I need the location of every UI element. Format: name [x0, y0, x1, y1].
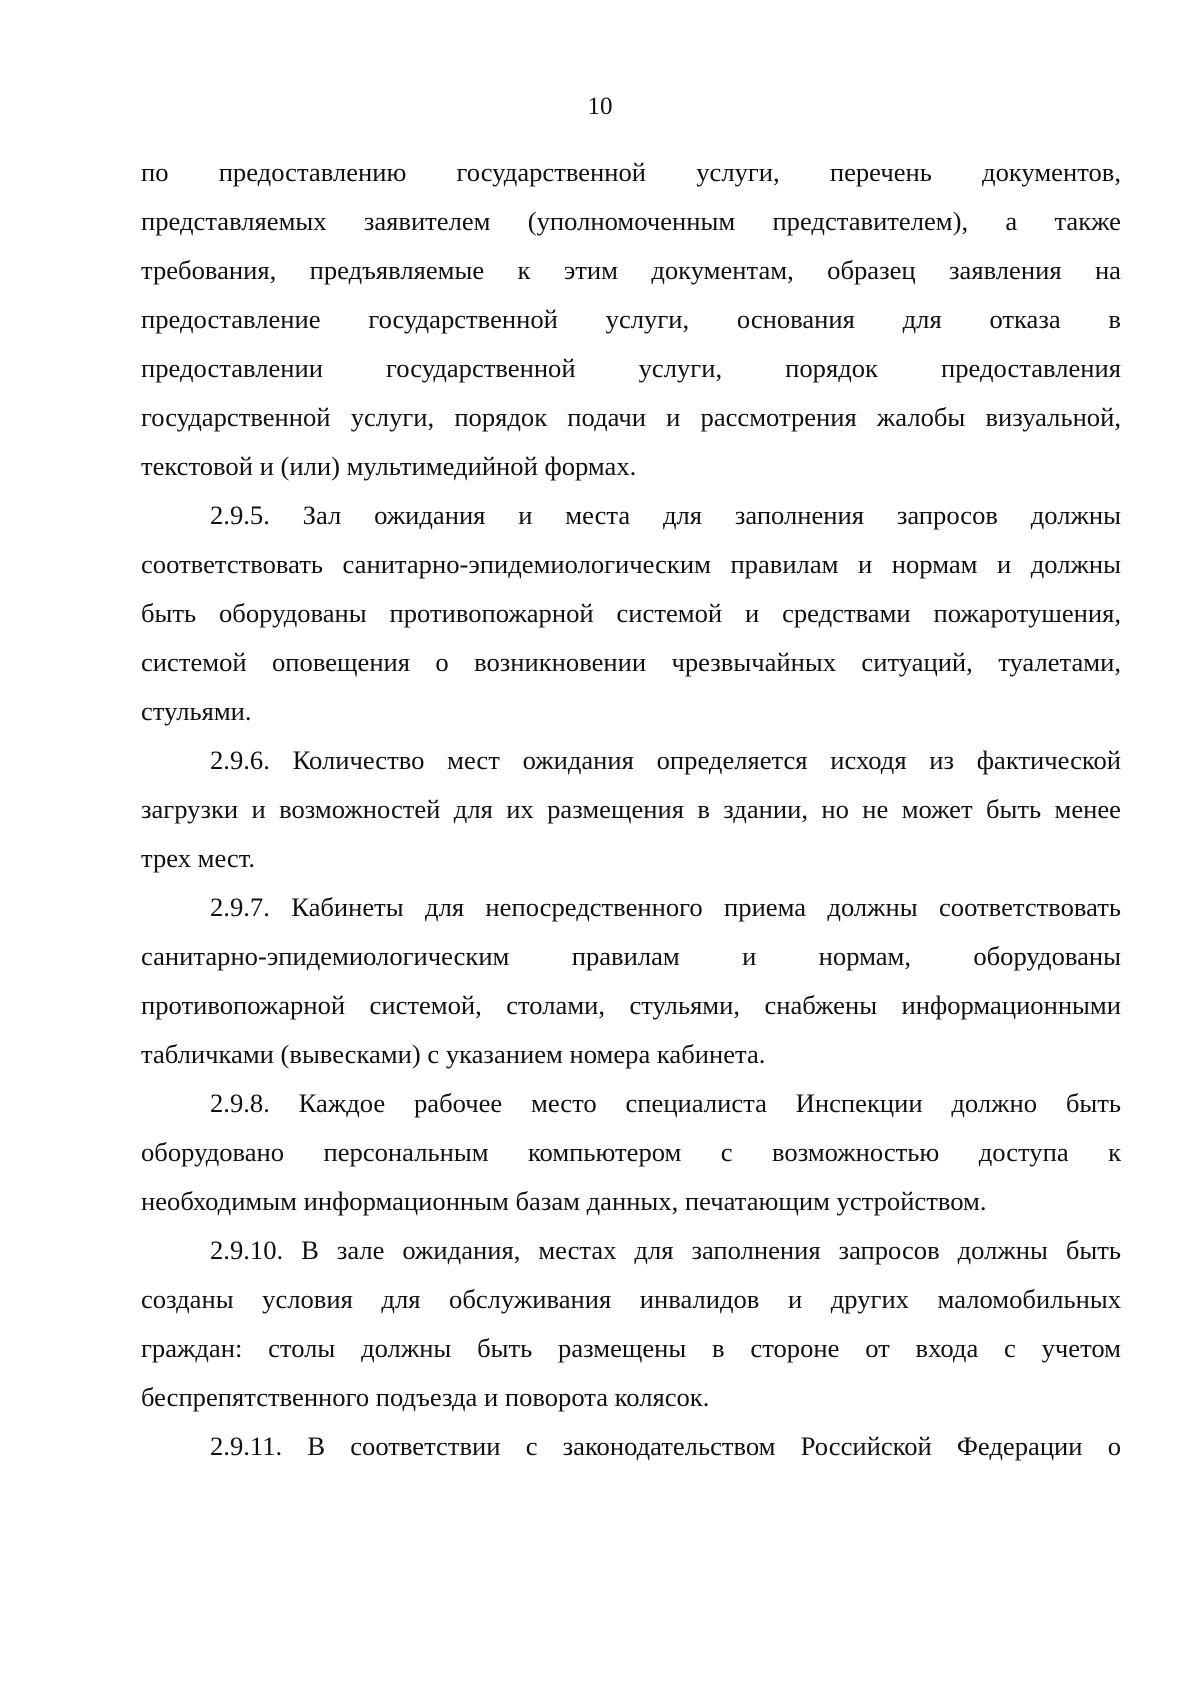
text-line: созданы условия для обслуживания инвалидов и других маломобильных — [141, 1284, 1121, 1314]
text-line: загрузки и возможностей для их размещения в здании, но не может быть менее — [141, 794, 1121, 824]
text-line: 2.9.7. Кабинеты для непосредственного приема должны соответствовать — [210, 892, 1121, 922]
text-line: 2.9.6. Количество мест ожидания определяется исходя из фактической — [210, 745, 1121, 775]
text-line: системой оповещения о возникновении чрезвычайных ситуаций, туалетами, — [141, 647, 1121, 677]
text-line: 2.9.8. Каждое рабочее место специалиста Инспекции должно быть — [210, 1088, 1121, 1118]
text-line: 2.9.10. В зале ожидания, местах для заполнения запросов должны быть — [210, 1235, 1121, 1265]
text-line: оборудовано персональным компьютером с возможностью доступа к — [141, 1137, 1121, 1167]
text-line: табличками (вывесками) с указанием номера кабинета. — [141, 1039, 766, 1069]
text-line: государственной услуги, порядок подачи и рассмотрения жалобы визуальной, — [141, 402, 1121, 432]
text-line: соответствовать санитарно-эпидемиологическим правилам и нормам и должны — [141, 549, 1121, 579]
text-line: предоставлении государственной услуги, порядок предоставления — [141, 353, 1121, 383]
paragraph — [141, 736, 1121, 883]
text-line: стульями. — [141, 696, 252, 726]
paragraph — [141, 1422, 1121, 1471]
paragraph — [141, 1079, 1121, 1226]
text-line: 2.9.5. Зал ожидания и места для заполнения запросов должны — [210, 500, 1121, 530]
text-line: трех мест. — [141, 843, 256, 873]
text-line: необходимым информационным базам данных, печатающим устройством. — [141, 1186, 987, 1216]
page-number: 10 — [587, 93, 613, 120]
text-line: быть оборудованы противопожарной системой и средствами пожаротушения, — [141, 598, 1121, 628]
text-line: представляемых заявителем (уполномоченным представителем), а также — [141, 206, 1121, 236]
text-line: 2.9.11. В соответствии с законодательством Российской Федерации о — [210, 1431, 1121, 1461]
body-text — [141, 148, 1121, 1471]
paragraph — [141, 883, 1121, 1079]
text-line: требования, предъявляемые к этим документам, образец заявления на — [141, 255, 1121, 285]
paragraph — [141, 148, 1121, 491]
paragraph — [141, 491, 1121, 736]
paragraph — [141, 1226, 1121, 1422]
text-line: по предоставлению государственной услуги, перечень документов, — [141, 157, 1121, 187]
text-line: беспрепятственного подъезда и поворота колясок. — [141, 1382, 710, 1412]
text-line: граждан: столы должны быть размещены в стороне от входа с учетом — [141, 1333, 1121, 1363]
text-line: противопожарной системой, столами, стульями, снабжены информационными — [141, 990, 1121, 1020]
text-line: текстовой и (или) мультимедийной формах. — [141, 451, 637, 481]
text-line: предоставление государственной услуги, основания для отказа в — [141, 304, 1121, 334]
text-line: санитарно-эпидемиологическим правилам и нормам, оборудованы — [141, 941, 1121, 971]
